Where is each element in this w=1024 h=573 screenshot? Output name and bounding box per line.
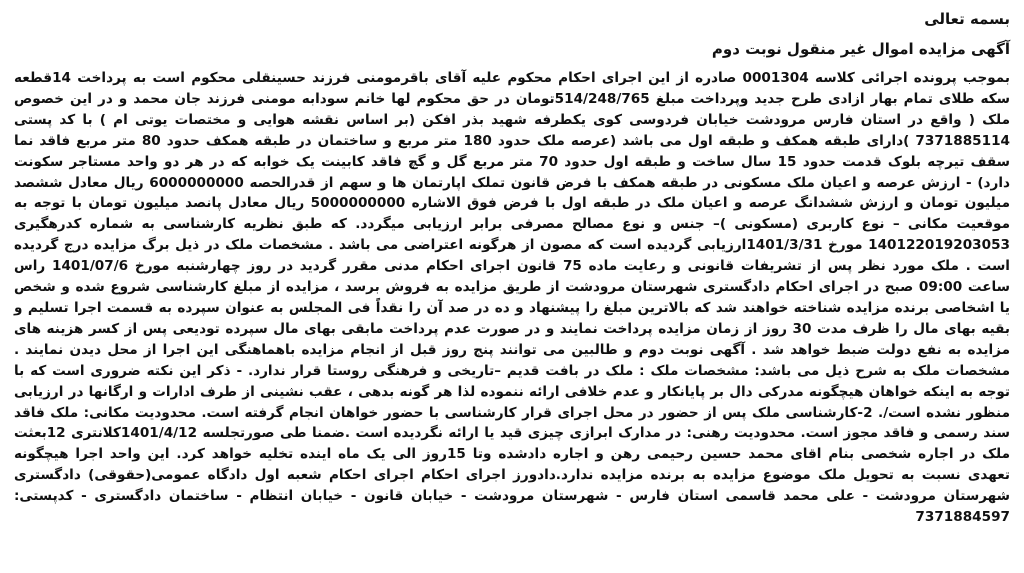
document-title: آگهی مزایده اموال غیر منقول نوبت دوم (711, 40, 1010, 58)
document-heading: بسمه تعالی (924, 10, 1010, 28)
document-body-text: بموجب پرونده اجرائی کلاسه 0001304 صادره از این اجرای احکام محکوم علیه آقای باقرمومنی فرزند حسینقلی محکوم است به پرداخت 14قطعه سکه طلای تمام بهار ازادی طرح جدید وپرداخت مبلغ 514/248/765تومان در حق محکوم لها خانم سودابه مومنی فرزند جان محمد و در این خصوص ملک ( واقع در استان فارس مرودشت خیابان فردوسی کوی یکطرفه شهید بذر افکن (بر اساس نقشه هوایی و مختصات یوتی ام ) با کد پستی 7371885114 )دارای طبقه همکف و طبقه اول می باشد (عرصه ملک حدود 180 متر مربع و ساختمان در طبقه همکف حدود 80 متر مربع فاقد نما سقف تیرچه بلوک قدمت حدود 15 سال ساخت و طبقه اول حدود 70 متر مربع گل و گچ فاقد کابینت یک خوابه که در هر دو واحد مستاجر سکونت دارد) - ارزش عرصه و اعیان ملک مسکونی در طبقه همکف با فرض قانون تملک اپارتمان ها و سهم از قدرالحصه 6000000000 ریال معادل ششصد میلیون تومان و ارزش ششدانگ عرصه و اعیان ملک در طبقه اول با فرض فوق الاشاره 5000000000 ریال معادل پانصد میلیون تومان با توجه به موقعیت مکانی – نوع کاربری (مسکونی )– جنس و نوع مصالح مصرفی برابر ارزیابی میگردد. که طبق نظریه کارشناسی به شماره کدرهگیری 140122019203053 مورخ 1401/3/31ارزیابی گردیده است که مصون از هرگونه اعتراضی می باشد . مشخصات ملک در ذیل برگ مزایده درج گردیده است . ملک مورد نظر پس از تشریفات قانونی و رعایت ماده 75 قانون اجرای احکام مدنی مقرر گردید در روز چهارشنبه مورخ 1401/07/6 راس ساعت 09:00 صبح در اجرای احکام دادگستری شهرستان مرودشت از طریق مزایده به فروش برسد ، مزایده از مبلغ کارشناسی شروع شده و شخص یا اشخاصی برنده مزایده شناخته خواهند شد که بالاترین مبلغ را پیشنهاد و ده در صد آن را نقداً فی المجلس به عنوان سپرده به قسمت اجرا تسلیم و بقیه بهای مال را ظرف مدت 30 روز از زمان مزایده پرداخت نمایند و در صورت عدم پرداخت مابقی بهای مال سپرده تودیعی پس از کسر هزینه های مزایده به نفع دولت ضبط خواهد شد . آگهی نوبت دوم و طالبین می توانند پنج روز قبل از انجام مزایده باهماهنگی این اجرا از محل دیدن نمایند . مشخصات ملک به شرح ذیل می باشد: مشخصات ملک : ملک در بافت قدیم –تاریخی و فرهنگی روستا قرار ندارد. - ذکر این نکته ضروری است که با توجه به اینکه خواهان هیچگونه مدرکی دال بر پایانکار و عدم خلافی ارائه ننموده لذا هر گونه بدهی ، عقب نشینی از طرف ادارات و ارگانها در ارزیابی منظور نشده است/. 2-کارشناسی ملک پس از حضور در محل اجرای قرار کارشناسی با حضور خواهان انجام گرفته است. محدودیت مکانی: ملک فاقد سند رسمی و فاقد مجوز است. محدودیت رهنی: در مدارک ابرازی چیزی قید یا ارائه نگردیده است .ضمنا طی صورتجلسه 1401/4/12کلانتری 12بعثت ملک در اجاره شخصی بنام اقای محمد حسین رحیمی رهن و اجاره دادشده وتا 15روز الی یک ماه اینده تخلیه خواهد کرد. این واحد اجرا هیچگونه تعهدی نسبت به تحویل ملک موضوع مزایده به برنده مزایده ندارد.دادورز اجرای احکام اجرای احکام شعبه اول دادگاه عمومی(حقوقی) دادگستری شهرستان مرودشت - علی محمد قاسمی استان فارس - شهرستان مرودشت - خیابان قانون - خیابان انتظام - ساختمان دادگستری - کدپستی: 7371884597 (14, 70, 1011, 526)
